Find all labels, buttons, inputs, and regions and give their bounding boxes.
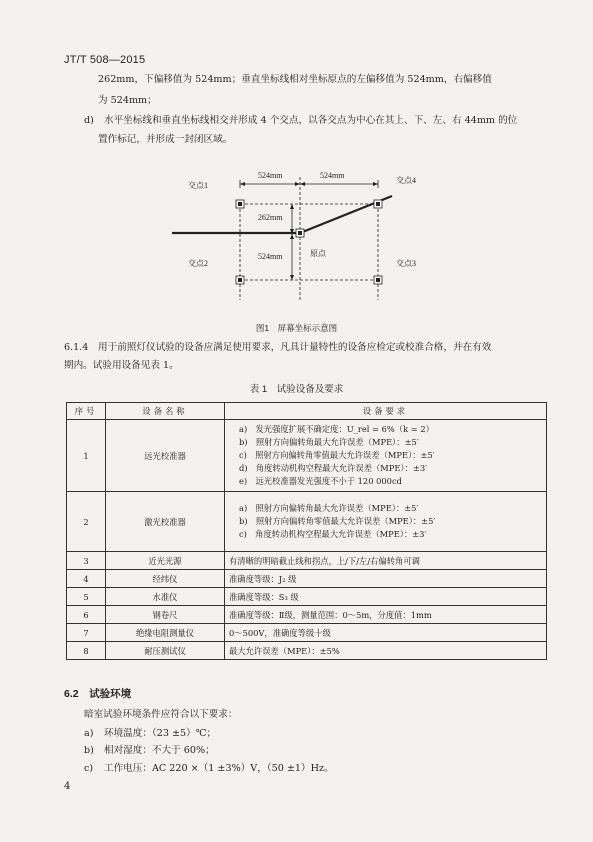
col-header-no: 序号 (67, 403, 106, 420)
col-header-name: 设备名称 (106, 403, 225, 420)
table-row (67, 570, 547, 588)
item-d-line-1: 水平坐标线和垂直坐标线相交并形成 4 个交点，以各交点为中心在其上、下、左、右 44mm 的位 (104, 115, 518, 126)
row-no: 8 (67, 642, 106, 660)
row-name: 绝缘电阻测量仪 (106, 624, 225, 642)
page-number: 4 (64, 781, 71, 792)
req-line: c) 照射方向偏转角零值最大允许误差（MPE）：±5′ (239, 450, 435, 460)
row-req (225, 420, 547, 492)
row-req: 准确度等级：Ⅱ级，测量范围：0～5m，分度值：1mm (225, 606, 547, 624)
intro-line-2: 为 524mm； (98, 95, 157, 106)
table-row (67, 588, 547, 606)
row-req: 准确度等级：J₂ 级 (225, 570, 547, 588)
row-no: 5 (67, 588, 106, 606)
req-line: c) 角度转动机构空程最大允许误差（MPE）：±3′ (239, 529, 427, 539)
dim-vert-label: 524mm (258, 252, 283, 261)
point-3-label: 交点3 (396, 259, 416, 268)
row-name: 水准仪 (106, 588, 225, 606)
row-req: 有清晰的明暗截止线和拐点，上/下/左/右偏转角可调 (225, 552, 547, 570)
row-no: 6 (67, 606, 106, 624)
req-line: a) 发光强度扩展不确定度：U_rel = 6%（k = 2） (239, 424, 434, 434)
row-no: 3 (67, 552, 106, 570)
dim-left-label: 524mm (258, 171, 283, 180)
row-no: 4 (67, 570, 106, 588)
section-6-2-title: 6.2 试验环境 (64, 688, 132, 700)
table-caption: 表 1 试验设备及要求 (249, 384, 344, 395)
equipment-table (66, 402, 547, 660)
origin-label: 原点 (310, 249, 326, 258)
row-name: 激光校准器 (106, 492, 225, 552)
table-row (67, 420, 547, 492)
row-req (225, 492, 547, 552)
table-row (67, 606, 547, 624)
row-name: 耐压测试仪 (106, 642, 225, 660)
req-line: b) 照射方向偏转角最大允许误差（MPE）：±5′ (239, 437, 419, 447)
table-header-row (67, 403, 547, 420)
row-no: 2 (67, 492, 106, 552)
env-item-marker: a) (84, 728, 94, 739)
figure-caption: 图1 屏幕坐标示意图 (255, 323, 338, 333)
col-header-req: 设备要求 (225, 403, 547, 420)
table-row (67, 492, 547, 552)
req-line: d) 角度转动机构空程最大允许误差（MPE）：±3′ (239, 463, 427, 473)
item-d-marker: d) (84, 115, 94, 126)
point-4-label: 交点4 (396, 176, 416, 185)
standard-code-header: JT/T 508—2015 (64, 54, 146, 66)
row-req: 准确度等级：S₃ 级 (225, 588, 547, 606)
intro-line-1: 262mm，下偏移值为 524mm；垂直坐标线相对坐标原点的左偏移值为 524mm，右偏移值 (98, 74, 492, 85)
table-row (67, 642, 547, 660)
req-line: a) 照射方向偏转角最大允许误差（MPE）：±5′ (239, 503, 419, 513)
env-item-marker: b) (84, 745, 94, 756)
row-no: 1 (67, 420, 106, 492)
row-no: 7 (67, 624, 106, 642)
env-item-text: 相对湿度：不大于 60%； (104, 745, 215, 756)
row-name: 远光校准器 (106, 420, 225, 492)
env-item-text: 环境温度：（23 ±5）℃； (104, 728, 217, 739)
dim-right-label: 524mm (320, 171, 345, 180)
row-name: 钢卷尺 (106, 606, 225, 624)
row-name: 近光光源 (106, 552, 225, 570)
para-6-1-4-line-1: 6.1.4 用于前照灯仪试验的设备应满足使用要求，凡具计量特性的设备应检定或校准合格，并在有效 (64, 342, 492, 353)
table-row (67, 552, 547, 570)
env-item-marker: c) (84, 763, 94, 774)
req-line: b) 照射方向偏转角零值最大允许误差（MPE）：±5′ (239, 516, 436, 526)
req-line: e) 远光校准器发光强度不小于 120 000cd (239, 476, 402, 486)
row-name: 经纬仪 (106, 570, 225, 588)
point-2-label: 交点2 (188, 259, 208, 268)
item-d-line-2: 置作标记，并形成一封闭区域。 (98, 134, 233, 145)
screen-coordinate-diagram (150, 162, 450, 307)
row-req: 0～500V，准确度等级十级 (225, 624, 547, 642)
dim-262-label: 262mm (258, 213, 283, 222)
point-1-label: 交点1 (188, 181, 208, 190)
row-req: 最大允许误差（MPE）：±5% (225, 642, 547, 660)
table-row (67, 624, 547, 642)
section-6-2-intro: 暗室试验环境条件应符合以下要求： (84, 709, 238, 720)
para-6-1-4-line-2: 期内。试验用设备见表 1。 (64, 360, 179, 371)
env-item-text: 工作电压：AC 220 ×（1 ±3%）V，（50 ±1）Hz。 (104, 763, 334, 774)
